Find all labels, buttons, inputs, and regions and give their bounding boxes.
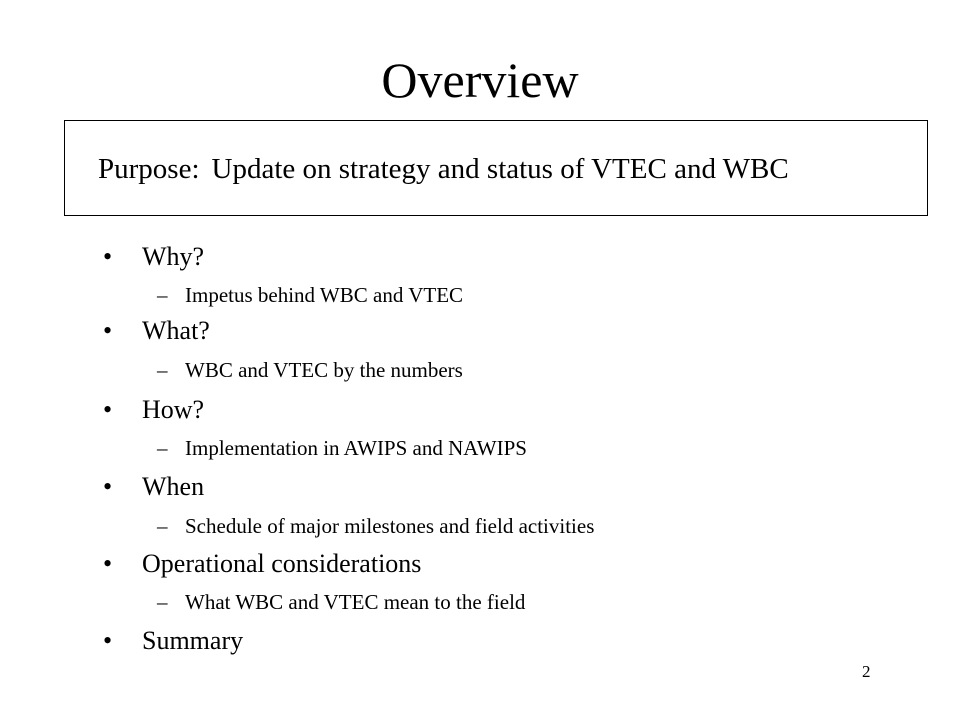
bullet-icon: • <box>103 549 113 578</box>
bullet-icon: • <box>103 316 113 345</box>
sub-item-text: What WBC and VTEC mean to the field <box>185 590 526 614</box>
bullet-icon: • <box>103 242 113 271</box>
bullet-text: Summary <box>142 626 244 655</box>
dash-icon: – <box>157 590 168 614</box>
dash-icon: – <box>157 283 168 307</box>
page-number: 2 <box>862 662 871 681</box>
dash-icon: – <box>157 514 168 538</box>
sub-item-text: Implementation in AWIPS and NAWIPS <box>185 436 527 460</box>
purpose-label: Purpose: <box>98 153 200 185</box>
bullet-text: How? <box>142 395 205 424</box>
sub-item-text: Impetus behind WBC and VTEC <box>185 283 464 307</box>
bullet-icon: • <box>103 472 113 501</box>
dash-icon: – <box>157 358 168 382</box>
sub-item-text: Schedule of major milestones and field activities <box>185 514 595 538</box>
bullet-icon: • <box>103 395 113 424</box>
bullet-text: Why? <box>142 242 205 271</box>
bullet-text: What? <box>142 316 210 345</box>
purpose-text: Update on strategy and status of VTEC and WBC <box>211 153 789 185</box>
bullet-text: Operational considerations <box>142 549 422 578</box>
dash-icon: – <box>157 436 168 460</box>
slide-title: Overview <box>381 52 579 108</box>
bullet-icon: • <box>103 626 113 655</box>
sub-item-text: WBC and VTEC by the numbers <box>185 358 463 382</box>
bullet-text: When <box>142 472 205 501</box>
